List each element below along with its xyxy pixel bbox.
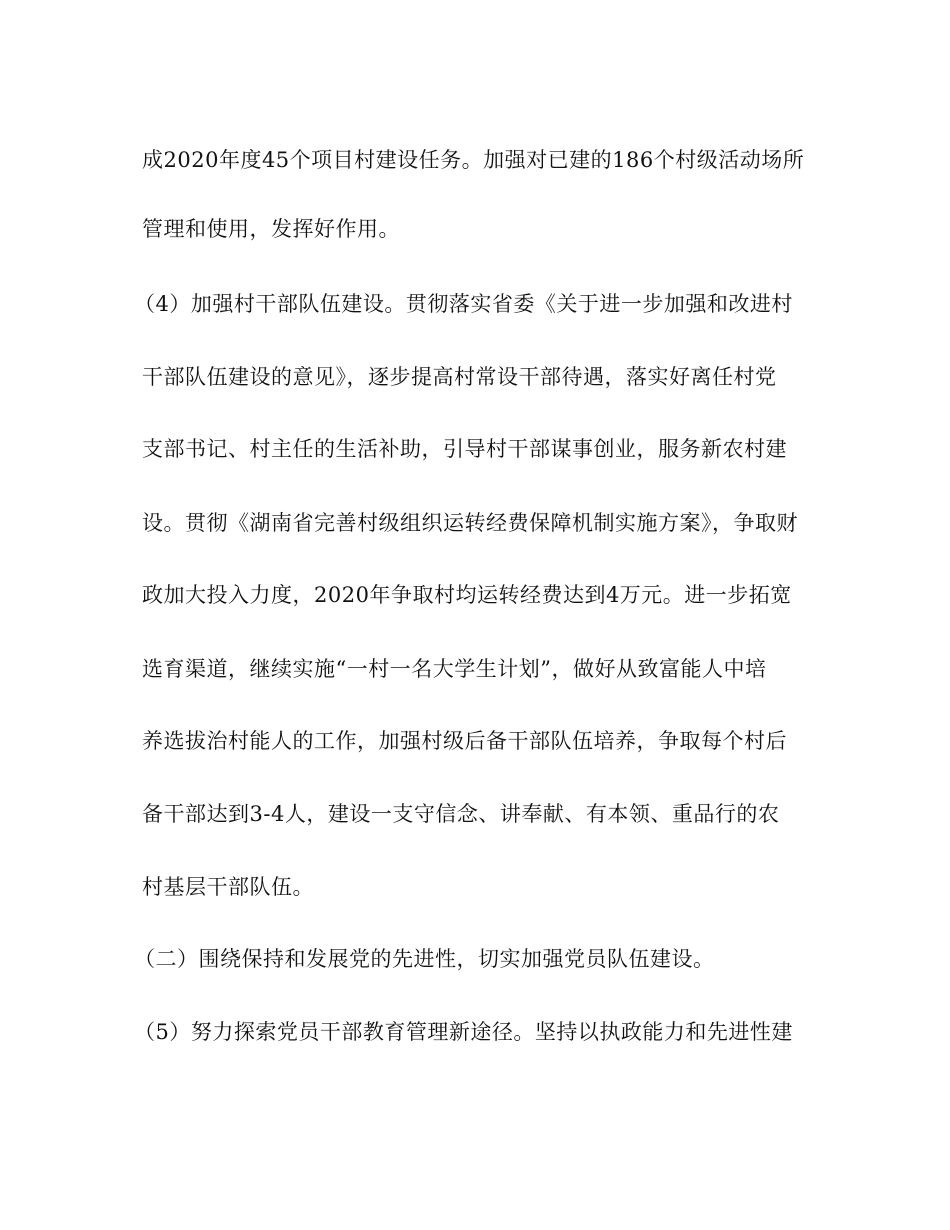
section-heading: （二）围绕保持和发展党的先进性，切实加强党员队伍建设。 <box>134 947 715 971</box>
text-line: （4）加强村干部队伍建设。贯彻落实省委《关于进一步加强和改进村 <box>134 292 793 316</box>
text-line: 管理和使用，发挥好作用。 <box>142 217 400 241</box>
text-line: 干部队伍建设的意见》，逐步提高村常设干部待遇，落实好离任村党 <box>142 365 777 389</box>
text-line: 养选拔治村能人的工作，加强村级后备干部队伍培养，争取每个村后 <box>142 729 787 753</box>
text-line: 村基层干部队伍。 <box>142 875 314 899</box>
text-line: 选育渠道，继续实施“一村一名大学生计划”，做好从致富能人中培 <box>142 657 767 681</box>
text-line: 设。贯彻《湖南省完善村级组织运转经费保障机制实施方案》，争取财 <box>142 511 798 535</box>
text-line: 备干部达到3-4人，建设一支守信念、讲奉献、有本领、重品行的农 <box>142 802 780 826</box>
text-line: 支部书记、村主任的生活补助，引导村干部谋事创业，服务新农村建 <box>142 437 787 461</box>
text-line: 政加大投入力度，2020年争取村均运转经费达到4万元。进一步拓宽 <box>142 583 792 607</box>
text-line: （5）努力探索党员干部教育管理新途径。坚持以执政能力和先进性建 <box>134 1020 793 1044</box>
text-line: 成2020年度45个项目村建设任务。加强对已建的186个村级活动场所 <box>142 148 805 172</box>
